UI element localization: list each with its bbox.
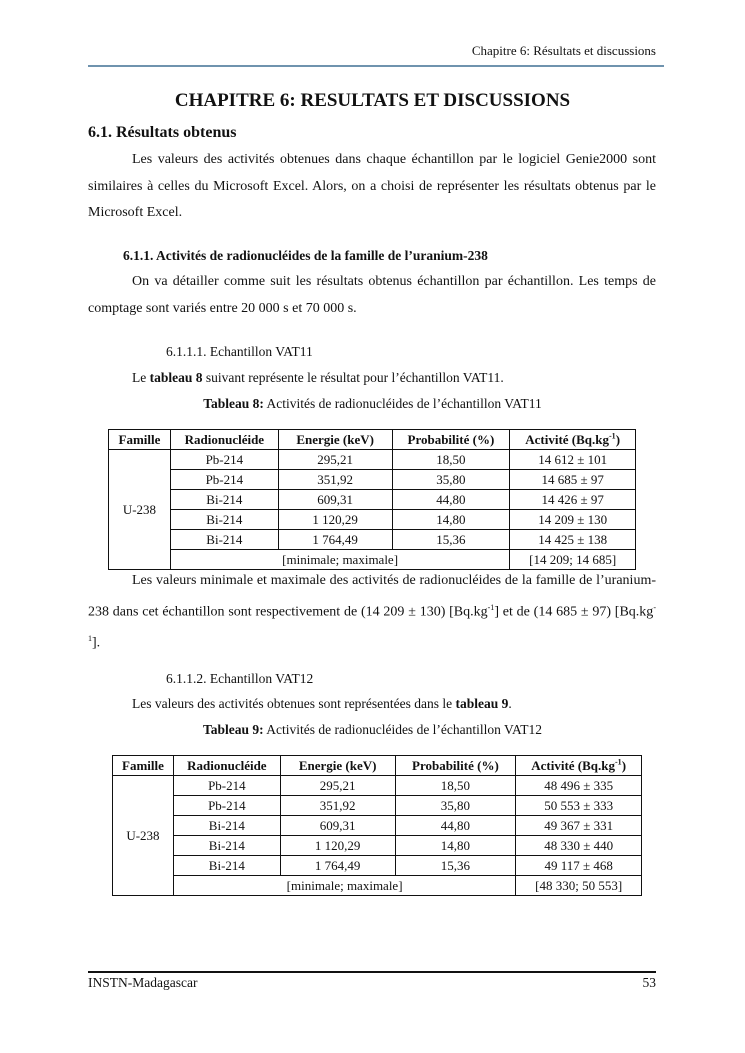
activity-cell: 14 426 ± 97 xyxy=(510,490,636,510)
header-text: Activité (Bq.kg xyxy=(531,758,616,773)
activity-cell: 48 496 ± 335 xyxy=(516,776,642,796)
probability-cell: 18,50 xyxy=(392,450,510,470)
range-value-cell: [14 209; 14 685] xyxy=(510,550,636,570)
nuclide-cell: Bi-214 xyxy=(173,836,280,856)
nuclide-cell: Bi-214 xyxy=(170,510,278,530)
table-8 xyxy=(108,429,636,570)
col-header-probabilite: Probabilité (%) xyxy=(395,756,516,776)
table-row xyxy=(109,530,636,550)
section-heading-vat12: 6.1.1.2. Echantillon VAT12 xyxy=(166,671,314,686)
col-header-radionuclide: Radionucléide xyxy=(170,430,278,450)
nuclide-cell: Bi-214 xyxy=(170,530,278,550)
probability-cell: 18,50 xyxy=(395,776,516,796)
energy-cell: 1 120,29 xyxy=(278,510,392,530)
section-heading-6-1: 6.1. Résultats obtenus xyxy=(88,124,237,141)
col-header-energie: Energie (keV) xyxy=(278,430,392,450)
table-reference: tableau 9 xyxy=(455,696,509,711)
nuclide-cell: Bi-214 xyxy=(173,856,280,876)
header-text: Activité (Bq.kg xyxy=(525,432,610,447)
probability-cell: 14,80 xyxy=(392,510,510,530)
table-row xyxy=(109,470,636,490)
col-header-famille: Famille xyxy=(109,430,171,450)
energy-cell: 1 764,49 xyxy=(280,856,395,876)
section-6-1-1-text: On va détailler comme suit les résultats obtenus échantillon par échantillon. Les temps de comptage sont variés entre 20 000 s et 70 000 s. xyxy=(88,274,656,316)
section-6-1-1-paragraph xyxy=(88,269,656,322)
table-header-row xyxy=(109,430,636,450)
header-sup: -1 xyxy=(615,757,622,767)
table-row xyxy=(113,856,642,876)
caption-text: Activités de radionucléides de l’échantillon VAT12 xyxy=(263,722,543,737)
caption-label: Tableau 8: xyxy=(203,396,264,411)
vat11-lead-sentence xyxy=(132,370,504,386)
nuclide-cell: Bi-214 xyxy=(170,490,278,510)
family-cell: U-238 xyxy=(113,776,174,896)
lead-text: Les valeurs des activités obtenues sont représentées dans le xyxy=(132,696,456,711)
superscript: -1 xyxy=(487,602,495,612)
footer-institution: INSTN-Madagascar xyxy=(88,975,198,990)
superscript: -1 xyxy=(88,602,656,643)
section-heading-vat11: 6.1.1.1. Echantillon VAT11 xyxy=(166,344,313,359)
nuclide-cell: Pb-214 xyxy=(170,470,278,490)
energy-cell: 609,31 xyxy=(278,490,392,510)
header-text: ) xyxy=(615,432,621,447)
energy-cell: 295,21 xyxy=(278,450,392,470)
section-6-1-paragraph xyxy=(88,147,656,227)
section-heading-6-1-1: 6.1.1. Activités de radionucléides de la famille de l’uranium-238 xyxy=(123,248,488,263)
header-text: ) xyxy=(621,758,627,773)
range-row xyxy=(113,876,642,896)
col-header-activite xyxy=(516,756,642,776)
energy-cell: 1 120,29 xyxy=(280,836,395,856)
range-value-cell: [48 330; 50 553] xyxy=(516,876,642,896)
table-9-caption xyxy=(0,722,745,738)
table-reference: tableau 8 xyxy=(149,370,203,385)
col-header-famille: Famille xyxy=(113,756,174,776)
col-header-radionuclide: Radionucléide xyxy=(173,756,280,776)
section-6-1-text: Les valeurs des activités obtenues dans chaque échantillon par le logiciel Genie2000 sont similaires à celles du Microsoft Excel. Alors, on a choisi de représenter les résultats obtenus par le Microsoft Excel. xyxy=(88,152,656,220)
table-row xyxy=(109,510,636,530)
energy-cell: 1 764,49 xyxy=(278,530,392,550)
activity-cell: 49 367 ± 331 xyxy=(516,816,642,836)
lead-text: suivant représente le résultat pour l’échantillon VAT11. xyxy=(202,370,504,385)
page-number: 53 xyxy=(642,975,656,990)
table-8-caption xyxy=(0,396,745,412)
table-row xyxy=(109,490,636,510)
table-row xyxy=(113,776,642,796)
probability-cell: 15,36 xyxy=(392,530,510,550)
col-header-activite xyxy=(510,430,636,450)
range-label-cell: [minimale; maximale] xyxy=(173,876,515,896)
vat12-lead-sentence xyxy=(132,696,512,712)
chapter-title: CHAPITRE 6: RESULTATS ET DISCUSSIONS xyxy=(174,90,571,111)
activity-cell: 14 612 ± 101 xyxy=(510,450,636,470)
table-row xyxy=(113,796,642,816)
nuclide-cell: Bi-214 xyxy=(173,816,280,836)
conclusion-text: Les valeurs minimale et maximale des activités de radionucléides de la famille de l’uranium-238 dans cet échantillon sont respectivement de (14 209 ± 130) [Bq.kg xyxy=(88,573,656,620)
lead-text: Le xyxy=(132,370,150,385)
activity-cell: 14 209 ± 130 xyxy=(510,510,636,530)
col-header-probabilite: Probabilité (%) xyxy=(392,430,510,450)
nuclide-cell: Pb-214 xyxy=(173,796,280,816)
probability-cell: 35,80 xyxy=(392,470,510,490)
energy-cell: 351,92 xyxy=(280,796,395,816)
table-row xyxy=(113,816,642,836)
running-header: Chapitre 6: Résultats et discussions xyxy=(471,43,656,58)
table-row xyxy=(109,450,636,470)
header-sup: -1 xyxy=(609,431,616,441)
table-row xyxy=(113,836,642,856)
table-header-row xyxy=(113,756,642,776)
probability-cell: 15,36 xyxy=(395,856,516,876)
col-header-energie: Energie (keV) xyxy=(280,756,395,776)
activity-cell: 48 330 ± 440 xyxy=(516,836,642,856)
range-label-cell: [minimale; maximale] xyxy=(170,550,509,570)
probability-cell: 35,80 xyxy=(395,796,516,816)
activity-cell: 14 425 ± 138 xyxy=(510,530,636,550)
activity-cell: 14 685 ± 97 xyxy=(510,470,636,490)
vat11-conclusion-paragraph xyxy=(88,568,656,657)
activity-cell: 49 117 ± 468 xyxy=(516,856,642,876)
probability-cell: 44,80 xyxy=(392,490,510,510)
nuclide-cell: Pb-214 xyxy=(170,450,278,470)
caption-text: Activités de radionucléides de l’échantillon VAT11 xyxy=(263,396,542,411)
table-9 xyxy=(112,755,642,896)
nuclide-cell: Pb-214 xyxy=(173,776,280,796)
probability-cell: 14,80 xyxy=(395,836,516,856)
family-cell: U-238 xyxy=(109,450,171,570)
activity-cell: 50 553 ± 333 xyxy=(516,796,642,816)
header-rule xyxy=(88,65,664,67)
probability-cell: 44,80 xyxy=(395,816,516,836)
energy-cell: 609,31 xyxy=(280,816,395,836)
range-row xyxy=(109,550,636,570)
energy-cell: 295,21 xyxy=(280,776,395,796)
conclusion-text: ]. xyxy=(92,635,101,651)
caption-label: Tableau 9: xyxy=(202,722,264,737)
conclusion-text: ] et de (14 685 ± 97) [Bq.kg xyxy=(494,604,654,620)
lead-text: . xyxy=(508,696,512,711)
energy-cell: 351,92 xyxy=(278,470,392,490)
footer-rule xyxy=(88,971,656,973)
